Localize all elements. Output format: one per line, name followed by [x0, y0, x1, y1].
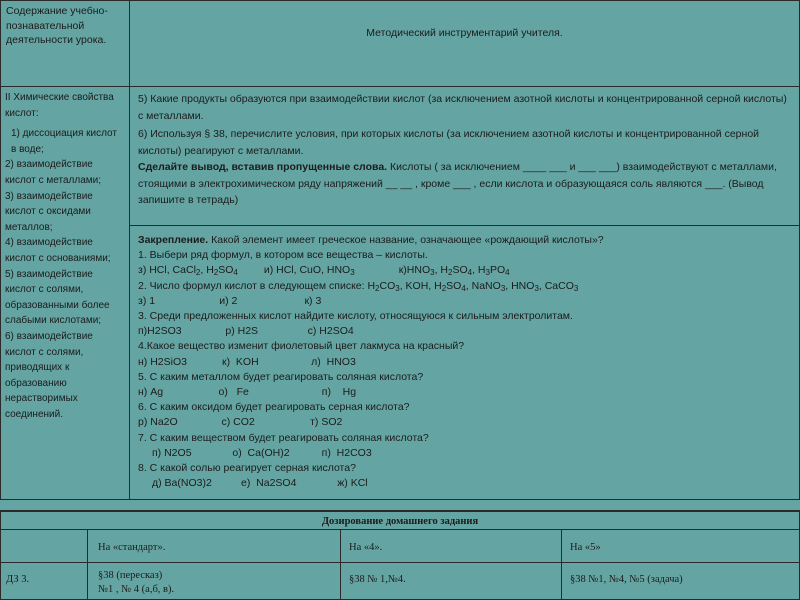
quiz-cell: [129, 225, 800, 500]
header-cell-content: [0, 0, 130, 87]
header-content-text: Содержание учебно-познавательной деятельности урока.: [6, 5, 108, 46]
homework-empty-cell: [0, 529, 88, 563]
properties-title: II Химические свойства кислот:: [5, 92, 114, 119]
homework-level-5: [561, 529, 800, 563]
quiz-q3: 3. Среди предложенных кислот найдите кислоту, относящуюся к сильным электролитам.: [138, 310, 573, 323]
quiz-q6-answers: р) Na2O с) CO2 т) SO2: [138, 416, 343, 429]
homework-row-label: ДЗ 3.: [6, 574, 30, 585]
property-item: 4) взаимодействие кислот с основаниями;: [5, 237, 111, 264]
level-standard-label: На «стандарт».: [98, 542, 166, 553]
property-item: 2) взаимодействие кислот с металлами;: [5, 159, 101, 186]
header-cell-tools: [129, 0, 800, 87]
quiz-q6: 6. С каким оксидом будет реагировать серная кислота?: [138, 401, 410, 414]
quiz-q7-answers: п) N2O5 о) Ca(OH)2 п) H2CO3: [152, 446, 372, 459]
homework-row-label-cell: [0, 562, 88, 600]
property-item: 3) взаимодействие кислот с оксидами металлов;: [5, 190, 93, 233]
quiz-q4: 4.Какое вещество изменит фиолетовый цвет лакмуса на красный?: [138, 340, 465, 353]
homework-level4-cell: [340, 562, 562, 600]
properties-cell: [0, 86, 130, 500]
homework-level5-text: §38 №1, №4, №5 (задача): [570, 574, 683, 585]
quiz-intro-text: Какой элемент имеет греческое название, означающее «рождающий кислоты»?: [208, 234, 604, 246]
quiz-intro: [138, 233, 791, 248]
conclusion-text: Кислоты ( за исключением ____ ___ и ___ ___) взаимодействуют с металлами, стоящими в электрохимическом ряду напряжений __ __ , кроме ___ , если кислота и образующаяся соль являются ___. (Вывод запишите в тетрадь): [138, 161, 777, 206]
quiz-q2-text: 2. Число формул кислот в следующем списке: H: [138, 279, 376, 292]
homework-standard-cell: [87, 562, 341, 600]
property-item: 6) взаимодействие кислот с солями, приводящих к образованию нерастворимых соединений.: [5, 330, 93, 420]
quiz-q1-option-k: к)HNO: [398, 264, 431, 277]
level-4-label: На «4».: [349, 542, 383, 553]
quiz-q2-answers: з) 1 и) 2 к) 3: [138, 294, 322, 307]
homework-title-cell: [0, 510, 800, 530]
quiz-q5-answers: н) Ag о) Fe п) Hg: [138, 386, 357, 399]
quiz-q1-answers: з) HCl, CaCl$_2$, $H_2SO_4$ и) HCl, CuO, $HNO_3$ $к)HNO_3$, $H_2SO_4$, $H_3PO_4$: [138, 264, 510, 278]
quiz-q1-option-i: и) HCl, CuO, HNO: [263, 264, 351, 277]
conclusion-label: Сделайте вывод, вставив пропущенные слова.: [138, 161, 388, 173]
property-item: 1) диссоциация кислот в воде;: [11, 128, 117, 155]
quiz-q8-answers: д) Ba(NO3)2 е) Na2SO4 ж) KCl: [152, 477, 368, 490]
conclusion: [138, 159, 791, 209]
homework-level5-cell: [561, 562, 800, 600]
quiz-label: Закрепление.: [138, 234, 209, 246]
homework-level4-text: §38 № 1,№4.: [349, 574, 406, 585]
quiz-q5: 5. С каким металлом будет реагировать соляная кислота?: [138, 370, 424, 383]
header-tools-text: Методический инструментарий учителя.: [366, 27, 563, 39]
quiz-q4-answers: н) H2SiO3 к) KOH л) HNO3: [138, 355, 356, 368]
level-5-label: На «5»: [570, 542, 601, 553]
property-item: 5) взаимодействие кислот с солями, образованными более слабыми кислотами;: [5, 268, 110, 327]
quiz-q2: 2. Число формул кислот в следующем списке: $H_2CO_3$, KOH, $H_2SO_4$, NaNO$_3$, $HNO_3$, CaCO$_3$: [138, 279, 579, 293]
quiz-q3-answers: п)H2SO3 р) H2S с) H2SO4: [138, 325, 354, 338]
homework-level-4: [340, 529, 562, 563]
quiz-q7: 7. С каким веществом будет реагировать соляная кислота?: [138, 431, 429, 444]
questions-cell: [129, 86, 800, 226]
quiz-q1: 1. Выбери ряд формул, в котором все вещества – кислоты.: [138, 249, 428, 262]
question-6: 6) Используя § 38, перечислите условия, при которых кислоты (за исключением азотной кислоты и концентрированной серной кислоты) реагируют с металлами.: [138, 128, 760, 157]
quiz-q8: 8. С какой солью реагирует серная кислота?: [138, 462, 356, 475]
homework-title: Дозирование домашнего задания: [321, 516, 479, 527]
homework-level-standard: [87, 529, 341, 563]
quiz-q1-option-z: з) HCl, CaCl: [138, 264, 196, 277]
homework-standard-line1: §38 (пересказ): [98, 570, 163, 581]
homework-standard-line2: №1 , № 4 (а,б, в).: [98, 584, 175, 595]
question-5: 5) Какие продукты образуются при взаимодействии кислот (за исключением азотной кислоты и концентрированной серной кислоты) с металлами.: [138, 93, 787, 122]
